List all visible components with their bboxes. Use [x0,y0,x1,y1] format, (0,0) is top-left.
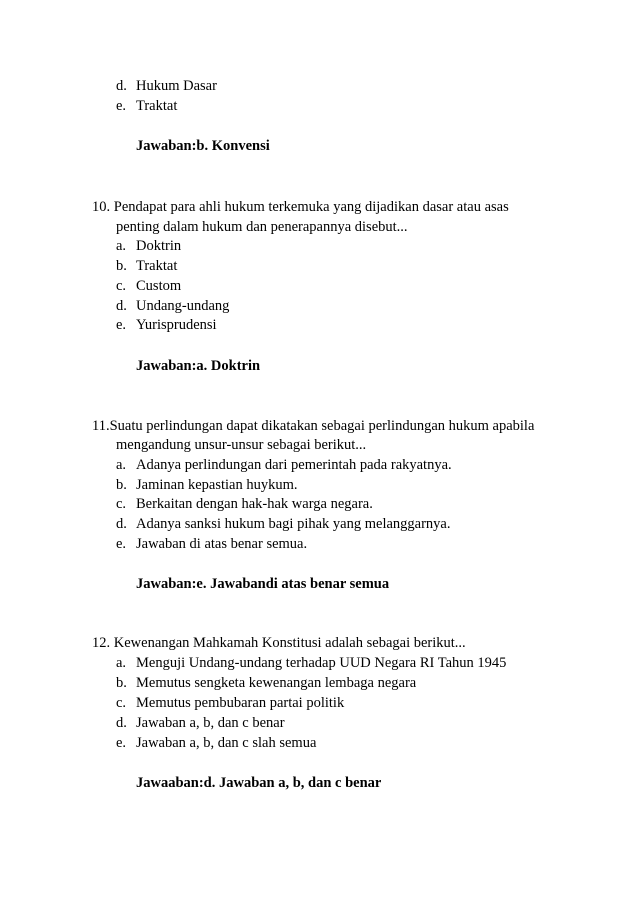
answer-text: Jawaaban:d. Jawaban a, b, dan c benar [136,775,382,791]
option-c: c. Berkaitan dengan hak-hak warga negara. [116,496,373,512]
option-b: b. Memutus sengketa kewenangan lembaga negara [116,675,417,691]
answer-text: Jawaban:e. Jawabandi atas benar semua [136,576,390,592]
option-c: c. Memutus pembubaran partai politik [116,695,345,711]
answer-text: Jawaban:b. Konvensi [136,138,270,154]
option-e: e. Traktat [116,98,178,114]
option-a: a. Adanya perlindungan dari pemerintah pada rakyatnya. [116,457,452,473]
option-e: e. Jawaban di atas benar semua. [116,536,308,552]
option-a: a. Menguji Undang-undang terhadap UUD Negara RI Tahun 1945 [116,655,507,671]
option-d: d. Hukum Dasar [116,78,217,94]
option-d: d. Undang-undang [116,298,230,314]
question-11-text-cont: mengandung unsur-unsur sebagai berikut... [116,437,367,453]
question-11-text: 11.Suatu perlindungan dapat dikatakan sebagai perlindungan hukum apabila [92,418,535,434]
option-a: a. Doktrin [116,238,182,254]
answer-text: Jawaban:a. Doktrin [136,358,261,374]
option-c: c. Custom [116,278,182,294]
option-b: b. Traktat [116,258,178,274]
question-12-text: 12. Kewenangan Mahkamah Konstitusi adalah sebagai berikut... [92,635,466,651]
option-e: e. Yurisprudensi [116,317,217,333]
question-10-text-cont: penting dalam hukum dan penerapannya disebut... [116,219,408,235]
option-b: b. Jaminan kepastian huykum. [116,477,298,493]
option-d: d. Jawaban a, b, dan c benar [116,715,285,731]
option-d: d. Adanya sanksi hukum bagi pihak yang melanggarnya. [116,516,451,532]
option-e: e. Jawaban a, b, dan c slah semua [116,735,317,751]
question-10-text: 10. Pendapat para ahli hukum terkemuka yang dijadikan dasar atau asas [92,199,509,215]
